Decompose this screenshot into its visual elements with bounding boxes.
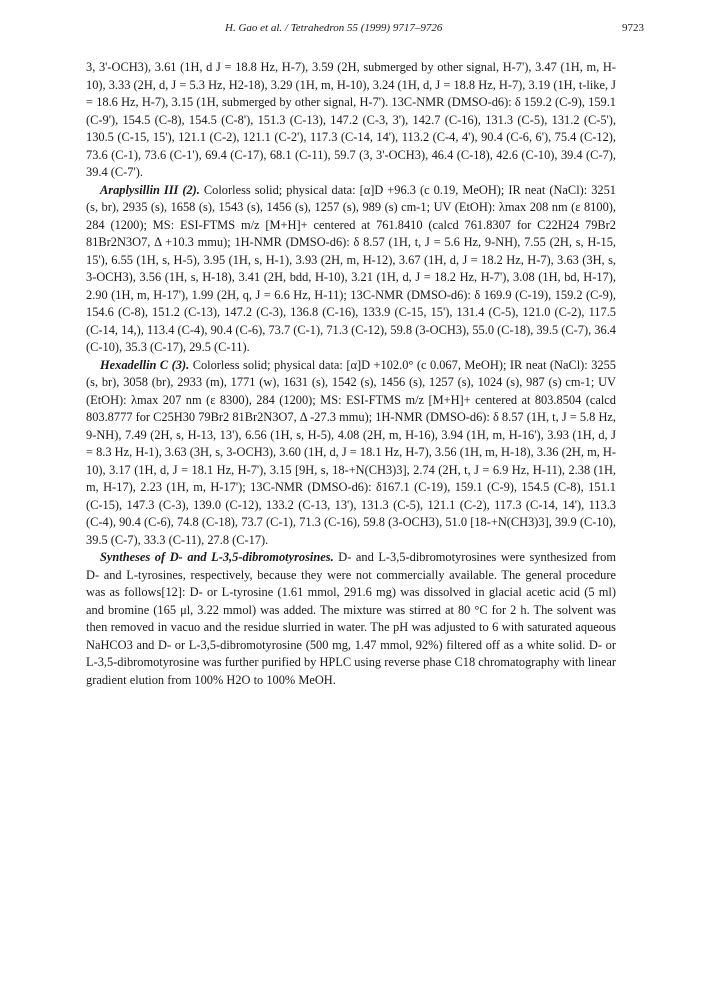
compound-title-araplysillin: Araplysillin III (2). [100,182,200,197]
compound-title-hexadellin: Hexadellin C (3). [100,357,190,372]
paragraph-text-hexadellin: Colorless solid; physical data: [α]D +102.0° (c 0.067, MeOH); IR neat (NaCl): 3255 (s, br), 3058 (br), 2933 (m), 1771 (w), 1631 (s), 1542 (s), 1456 (s), 1257 (s), 1024 (s), 987 (s) cm-1; UV (EtOH): λmax 207 nm (ε 8300), 284 (1200); MS: ESI-FTMS m/z [M+H]+ centered at 803.8504 (calcd 803.8777 for C25H30 79Br2 81Br2N3O7, Δ -27.3 mmu); 1H-NMR (DMSO-d6): δ 8.57 (1H, t, J = 5.8 Hz, 9-NH), 7.49 (2H, s, H-13, 13'), 6.56 (1H, s, H-5), 4.08 (2H, m, H-16), 3.94 (1H, m, H-16'), 3.93 (1H, d, J = 8.3 Hz, H-1), 3.63 (3H, s, 3-OCH3), 3.60 (1H, d, J = 18.1 Hz, H-7), 3.56 (1H, m, H-18), 3.36 (2H, m, H-10), 3.17 (1H, d, J = 18.1 Hz, H-7'), 3.15 [9H, s, 18-+N(CH3)3], 2.74 (2H, t, J = 6.9 Hz, H-11), 2.38 (1H, m, H-17), 2.23 (1H, m, H-17'); 13C-NMR (DMSO-d6): δ167.1 (C-19), 159.1 (C-9), 154.5 (C-8), 151.1 (C-15), 147.3 (C-3), 139.0 (C-12), 133.2 (C-13, 13'), 131.3 (C-5), 121.1 (C-2), 117.3 (C-14, 14'), 113.3 (C-4), 90.4 (C-6), 74.8 (C-18), 73.7 (C-1), 71.3 (C-16), 59.8 (3-OCH3), 51.0 [18-+N(CH3)3], 39.9 (C-10), 39.5 (C-7), 33.3 (C-11), 27.8 (C-17). [86,357,616,547]
paragraph-text-araplysillin: Colorless solid; physical data: [α]D +96.3 (c 0.19, MeOH); IR neat (NaCl): 3251 (s, br), 2935 (s), 1658 (s), 1543 (s), 1456 (s), 1257 (s), 989 (s) cm-1; UV (EtOH): λmax 208 nm (ε 8100), 284 (1200); MS: ESI-FTMS m/z [M+H]+ centered at 761.8410 (calcd 761.8307 for C22H24 79Br2 81Br2N3O7, Δ +10.3 mmu); 1H-NMR (DMSO-d6): δ 8.57 (1H, t, J = 5.6 Hz, 9-NH), 7.55 (2H, s, H-15, 15'), 6.55 (1H, s, H-5), 3.95 (1H, s, H-1), 3.93 (2H, m, H-12), 3.67 (1H, d, J = 18.2 Hz, H-7), 3.63 (3H, s, 3-OCH3), 3.56 (1H, s, H-18), 3.41 (2H, bdd, H-10), 3.21 (1H, d, J = 18.2 Hz, H-7'), 3.08 (1H, bd, H-17), 2.90 (1H, m, H-17'), 1.99 (2H, q, J = 6.6 Hz, H-11); 13C-NMR (DMSO-d6): δ 169.9 (C-19), 159.2 (C-9), 154.6 (C-8), 151.2 (C-13), 147.2 (C-3), 136.8 (C-16), 133.9 (C-15, 15'), 131.4 (C-5), 121.0 (C-2), 117.5 (C-14, 14,), 113.4 (C-4), 90.4 (C-6), 73.7 (C-1), 71.3 (C-12), 59.8 (3-OCH3), 55.0 (C-18), 39.5 (C-7), 36.4 (C-10), 35.3 (C-17), 29.5 (C-11). [86,182,616,354]
running-head: H. Gao et al. / Tetrahedron 55 (1999) 9717–9726 [225,22,443,34]
paragraph-syntheses [86,549,616,689]
paragraph-text-syntheses: D- and L-3,5-dibromotyrosines were synthesized from D- and L-tyrosines, respectively, because they were not commercially available. The general procedure was as follows[12]: D- or L-tyrosine (1.61 mmol, 291.6 mg) was dissolved in glacial acetic acid (5 ml) and bromine (165 μl, 3.22 mmol) was added. The mixture was stirred at 80 °C for 2 h. The solvent was then removed in vacuo and the residue slurried in water. The pH was adjusted to 6 with saturated aqueous NaHCO3 and D- or L-3,5-dibromotyrosine (500 mg, 1.47 mmol, 92%) filtered off as a white solid. D- or L-3,5-dibromotyrosine was further purified by HPLC using reverse phase C18 chromatography with linear gradient elution from 100% H2O to 100% MeOH. [86,550,616,687]
page-number: 9723 [622,22,644,34]
paragraph-hexadellin [86,357,616,550]
section-title-syntheses: Syntheses of D- and L-3,5-dibromotyrosines. [100,550,334,564]
paragraph-nmr-continuation: 3, 3'-OCH3), 3.61 (1H, d J = 18.8 Hz, H-7), 3.59 (2H, submerged by other signal, H-7'), 3.47 (1H, m, H-10), 3.33 (2H, d, J = 5.3 Hz, H2-18), 3.29 (1H, m, H-10), 3.24 (1H, d, J = 18.8 Hz, H-7), 3.19 (1H, t-like, J = 18.6 Hz, H-7), 3.15 (1H, submerged by other signal, H-7'). 13C-NMR (DMSO-d6): δ 159.2 (C-9), 159.1 (C-9'), 154.5 (C-8), 154.5 (C-8'), 151.3 (C-13), 147.2 (C-3, 3'), 142.7 (C-16), 131.3 (C-5), 131.2 (C-5'), 130.5 (C-15, 15'), 121.1 (C-2), 121.1 (C-2'), 117.3 (C-14, 14'), 113.2 (C-4, 4'), 90.4 (C-6, 6'), 75.4 (C-12), 73.6 (C-1), 73.6 (C-1'), 69.4 (C-17), 68.1 (C-11), 59.7 (3, 3'-OCH3), 46.4 (C-18), 42.6 (C-10), 39.4 (C-7), 39.4 (C-7'). [86,60,616,179]
paragraph-araplysillin [86,182,616,357]
body-text [86,59,616,689]
page-header [0,22,701,42]
